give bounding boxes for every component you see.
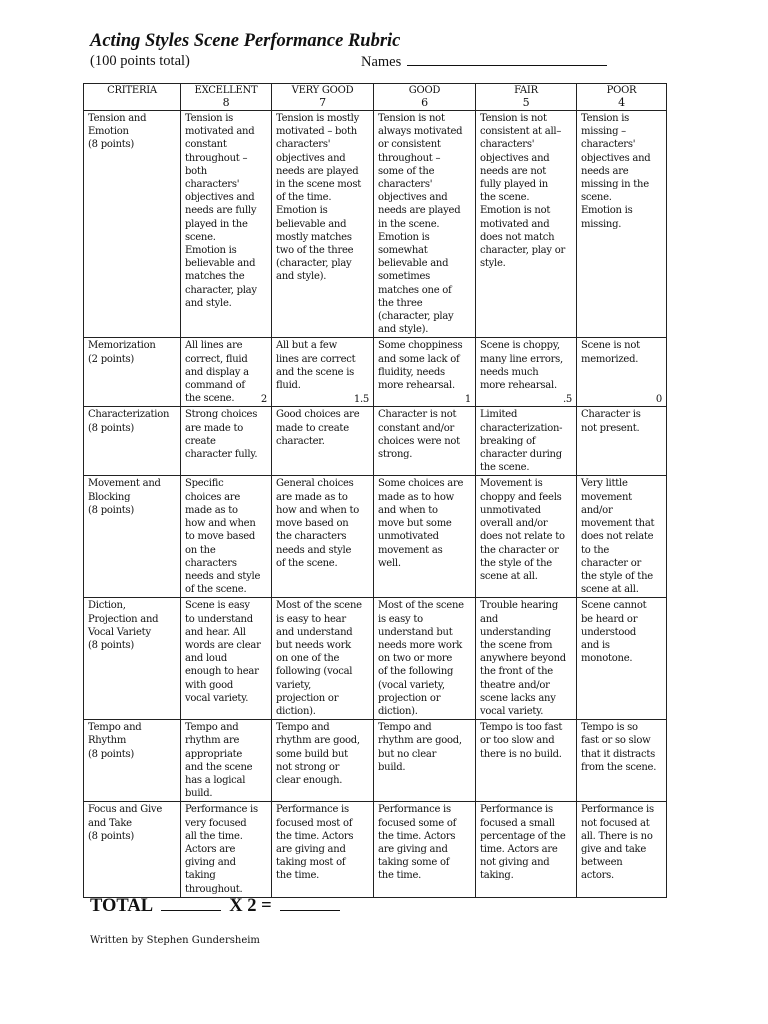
cell-text: Most of the scene is easy to understand but needs more work on two or more of the following (vocal variety, projection or diction). bbox=[378, 600, 464, 717]
cell-text: Limited characterization- breaking of character during the scene. bbox=[480, 409, 563, 474]
point-value: 0 bbox=[655, 394, 662, 406]
criteria-cell: Movement and Blocking (8 points) bbox=[84, 476, 181, 598]
criteria-cell: Diction, Projection and Vocal Variety (8 points) bbox=[84, 598, 181, 720]
cell-text: Tension is motivated and constant throughout – both characters' objectives and needs are fully played in the scene. Emotion is believable and matches the character, play and style. bbox=[185, 113, 257, 309]
rubric-cell-fair bbox=[476, 111, 577, 338]
point-value: 1.5 bbox=[353, 394, 369, 406]
rubric-cell-very-good bbox=[272, 407, 374, 476]
rubric-cell-very-good bbox=[272, 802, 374, 897]
cell-text: Tempo and rhythm are good, some build but not strong or clear enough. bbox=[276, 722, 360, 786]
rubric-cell-fair bbox=[476, 598, 577, 720]
rubric-cell-excellent bbox=[181, 598, 272, 720]
rubric-cell-very-good bbox=[272, 476, 374, 598]
rubric-cell-fair bbox=[476, 720, 577, 802]
cell-text: Tempo is so fast or so slow that it distracts from the scene. bbox=[581, 722, 657, 773]
col-points: 7 bbox=[319, 96, 326, 109]
cell-text: All but a few lines are correct and the scene is fluid. bbox=[276, 340, 356, 392]
rubric-cell-fair bbox=[476, 476, 577, 598]
rubric-cell-excellent bbox=[181, 407, 272, 476]
cell-text: Movement is choppy and feels unmotivated overall and/or does not relate to the character or the style of the scene at all. bbox=[480, 478, 565, 582]
cell-text: Tension is mostly motivated – both characters' objectives and needs are played in the scene most of the time. Emotion is believable and mostly matches two of the three (character, play and style). bbox=[276, 113, 361, 283]
criteria-cell: Tempo and Rhythm (8 points) bbox=[84, 720, 181, 802]
cell-text: All lines are correct, fluid and display a command of the scene. bbox=[185, 340, 249, 405]
row-diction-projection bbox=[84, 598, 667, 720]
names-label: Names bbox=[361, 54, 402, 70]
names-blank-line bbox=[407, 53, 607, 66]
cell-text: Tension is not always motivated or consistent throughout – some of the characters' objectives and needs are played in the scene. Emotion is somewhat believable and sometimes matches one of the three (character, play and style). bbox=[378, 113, 463, 336]
rubric-cell-poor bbox=[577, 598, 667, 720]
cell-text: Scene cannot be heard or understood and is monotone. bbox=[581, 600, 647, 665]
cell-text: General choices are made as to how and when to move based on the characters needs and style of the scene. bbox=[276, 478, 360, 569]
row-movement-blocking bbox=[84, 476, 667, 598]
cell-text: Scene is not memorized. bbox=[581, 340, 640, 365]
cell-text: Performance is not focused at all. There is no give and take between actors. bbox=[581, 804, 654, 882]
rubric-cell-good bbox=[374, 598, 476, 720]
rubric-cell-poor bbox=[577, 720, 667, 802]
rubric-cell-fair bbox=[476, 407, 577, 476]
rubric-cell-excellent bbox=[181, 338, 272, 407]
col-label: EXCELLENT bbox=[194, 85, 258, 96]
cell-text: Scene is choppy, many line errors, needs much more rehearsal. bbox=[480, 340, 563, 392]
rubric-cell-excellent bbox=[181, 720, 272, 802]
criteria-cell: Memorization (2 points) bbox=[84, 338, 181, 407]
row-tempo-rhythm bbox=[84, 720, 667, 802]
row-characterization bbox=[84, 407, 667, 476]
cell-text: Performance is focused most of the time. Actors are giving and taking most of the time. bbox=[276, 804, 354, 882]
cell-text: Tempo and rhythm are appropriate and the scene has a logical build. bbox=[185, 722, 253, 800]
cell-text: Some choppiness and some lack of fluidity, needs more rehearsal. bbox=[378, 340, 463, 392]
rubric-cell-excellent bbox=[181, 476, 272, 598]
rubric-cell-fair bbox=[476, 338, 577, 407]
cell-text: Trouble hearing and understanding the scene from anywhere beyond the front of the theatre and/or scene lacks any vocal variety. bbox=[480, 600, 566, 717]
row-focus-give-take bbox=[84, 802, 667, 897]
rubric-cell-poor bbox=[577, 476, 667, 598]
cell-text: Some choices are made as to how and when to move but some unmotivated movement as well. bbox=[378, 478, 464, 569]
cell-text: Scene is easy to understand and hear. All words are clear and loud enough to hear with good vocal variety. bbox=[185, 600, 261, 704]
rubric-cell-poor bbox=[577, 338, 667, 407]
rubric-cell-excellent bbox=[181, 111, 272, 338]
rubric-cell-good bbox=[374, 802, 476, 897]
row-tension-emotion bbox=[84, 111, 667, 338]
point-value: 2 bbox=[260, 394, 267, 406]
cell-text: Tension is missing – characters' objectives and needs are missing in the scene. Emotion is missing. bbox=[581, 113, 651, 230]
col-points: 6 bbox=[421, 96, 428, 109]
cell-text: Tension is not consistent at all– characters' objectives and needs are not fully played in the scene. Emotion is not motivated and does not match character, play or style. bbox=[480, 113, 566, 270]
rubric-table bbox=[83, 83, 667, 898]
header-row bbox=[84, 84, 667, 111]
col-points: 5 bbox=[522, 96, 530, 109]
cell-text: Performance is very focused all the time. Actors are giving and taking throughout. bbox=[185, 804, 258, 895]
cell-text: Very little movement and/or movement that does not relate to the character or the style of the scene at all. bbox=[581, 478, 655, 596]
total-label: TOTAL bbox=[90, 896, 153, 916]
rubric-cell-very-good bbox=[272, 598, 374, 720]
cell-text: Performance is focused a small percentage of the time. Actors are not giving and taking. bbox=[480, 804, 566, 882]
author-credit: Written by Stephen Gundersheim bbox=[90, 935, 260, 946]
cell-text: Most of the scene is easy to hear and understand but needs work on one of the following (vocal variety, projection or diction). bbox=[276, 600, 362, 717]
rubric-cell-very-good bbox=[272, 111, 374, 338]
rubric-cell-poor bbox=[577, 407, 667, 476]
col-points: 8 bbox=[222, 96, 230, 109]
col-header-very-good bbox=[272, 84, 374, 111]
rubric-cell-very-good bbox=[272, 338, 374, 407]
rubric-cell-good bbox=[374, 111, 476, 338]
row-memorization bbox=[84, 338, 667, 407]
criteria-cell: Focus and Give and Take (8 points) bbox=[84, 802, 181, 897]
rubric-cell-poor bbox=[577, 802, 667, 897]
cell-text: Character is not present. bbox=[581, 409, 641, 434]
col-header-poor bbox=[577, 84, 667, 111]
multiplier-label: X 2 = bbox=[229, 896, 272, 916]
col-label: VERY GOOD bbox=[291, 85, 354, 96]
criteria-cell: Characterization (8 points) bbox=[84, 407, 181, 476]
rubric-cell-poor bbox=[577, 111, 667, 338]
final-score-blank bbox=[280, 896, 340, 911]
col-label: FAIR bbox=[514, 85, 538, 96]
col-header-good bbox=[374, 84, 476, 111]
rubric-title: Acting Styles Scene Performance Rubric bbox=[90, 31, 401, 51]
rubric-cell-good bbox=[374, 476, 476, 598]
cell-text: Tempo is too fast or too slow and there is no build. bbox=[480, 722, 563, 760]
total-blank bbox=[161, 896, 221, 911]
names-field bbox=[361, 53, 607, 71]
cell-text: Good choices are made to create character. bbox=[276, 409, 360, 447]
total-line bbox=[90, 896, 344, 917]
col-header-excellent bbox=[181, 84, 272, 111]
points-total: (100 points total) bbox=[90, 53, 190, 69]
rubric-cell-fair bbox=[476, 802, 577, 897]
criteria-cell: Tension and Emotion (8 points) bbox=[84, 111, 181, 338]
rubric-cell-very-good bbox=[272, 720, 374, 802]
cell-text: Tempo and rhythm are good, but no clear build. bbox=[378, 722, 462, 773]
col-points: 4 bbox=[618, 96, 625, 109]
col-label: GOOD bbox=[408, 85, 441, 96]
cell-text: Performance is focused some of the time. Actors are giving and taking some of the time. bbox=[378, 804, 457, 882]
point-value: .5 bbox=[562, 394, 572, 406]
cell-text: Strong choices are made to create character fully. bbox=[185, 409, 258, 461]
col-label: CRITERIA bbox=[107, 85, 157, 96]
col-header-fair bbox=[476, 84, 577, 111]
cell-text: Character is not constant and/or choices were not strong. bbox=[378, 409, 460, 461]
rubric-cell-good bbox=[374, 720, 476, 802]
rubric-cell-good bbox=[374, 407, 476, 476]
subtitle-row bbox=[90, 53, 660, 70]
cell-text: Specific choices are made as to how and when to move based on the characters needs and style of the scene. bbox=[185, 478, 261, 596]
point-value: 1 bbox=[464, 394, 471, 406]
rubric-cell-good bbox=[374, 338, 476, 407]
rubric-cell-excellent bbox=[181, 802, 272, 897]
col-header-criteria bbox=[84, 84, 181, 111]
col-label: POOR bbox=[606, 85, 637, 96]
